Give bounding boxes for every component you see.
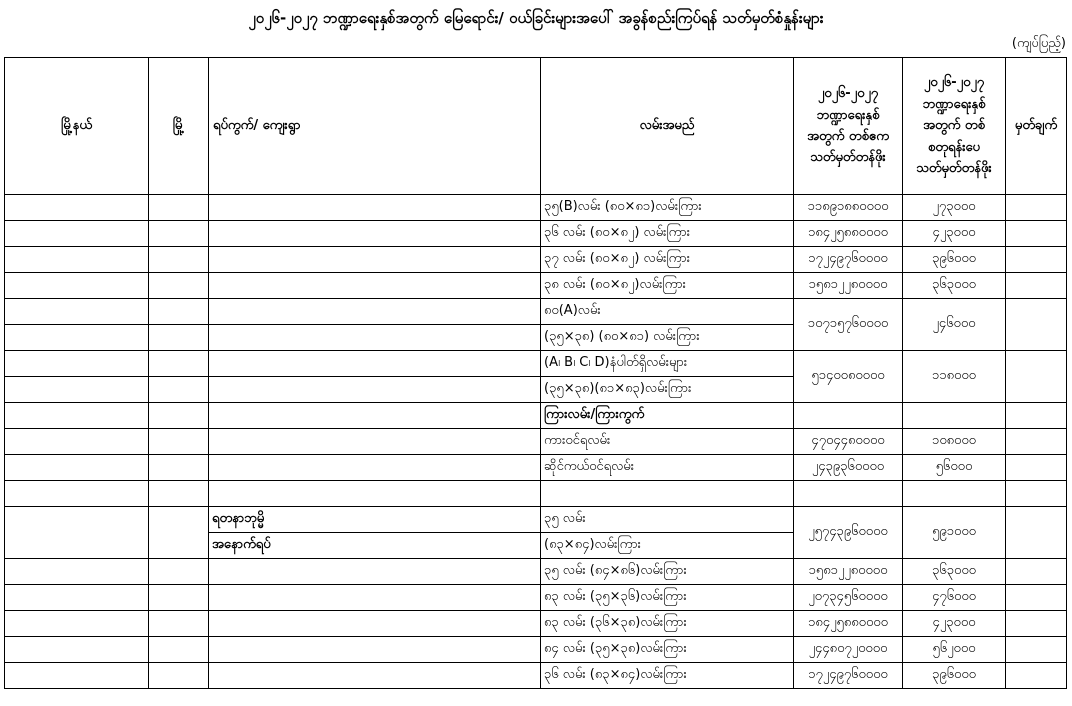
street-cell: ၃၈ လမ်း (၈၀×၈၂)လမ်းကြား (541, 273, 794, 299)
town-cell (149, 481, 209, 507)
street-cell: ကားဝင်ရလမ်း (541, 429, 794, 455)
ward-cell (209, 611, 541, 637)
street-cell: ၈၃ လမ်း (၃၅×၃၆)လမ်းကြား (541, 585, 794, 611)
township-cell (5, 247, 149, 273)
per-sqft-cell: ၅၆၂၀၀၀ (903, 637, 1006, 663)
table-row (5, 429, 1067, 455)
township-cell (5, 481, 149, 507)
remark-cell (1006, 559, 1067, 585)
table-row (5, 637, 1067, 663)
ward-cell: ရတနာဘုမ္မိ (209, 507, 541, 533)
township-cell (5, 507, 149, 559)
remark-cell (1006, 299, 1067, 351)
header-per-acre: ၂၀၂၆-၂၀၂၇ ဘဏ္ဍာရေးနှစ် အတွက် တစ်ဧက သတ်မှတ်တန်ဖိုး (794, 58, 903, 195)
town-cell (149, 325, 209, 351)
town-cell (149, 455, 209, 481)
per-acre-cell: ၁၅၈၁၂၂၈၀၀၀၀ (794, 273, 903, 299)
header-remark: မှတ်ချက် (1006, 58, 1067, 195)
street-cell: ၃၆ လမ်း (၈၀×၈၂) လမ်းကြား (541, 221, 794, 247)
ward-cell (209, 299, 541, 325)
per-sqft-cell: ၃၉၆၀၀၀ (903, 663, 1006, 689)
street-cell: ၃၅ လမ်း (၈၄×၈၆)လမ်းကြား (541, 559, 794, 585)
remark-cell (1006, 429, 1067, 455)
township-cell (5, 585, 149, 611)
town-cell (149, 429, 209, 455)
remark-cell (1006, 507, 1067, 559)
township-cell (5, 325, 149, 351)
town-cell (149, 585, 209, 611)
per-acre-cell: ၂၄၄၈၀၇၂၀၀၀၀ (794, 637, 903, 663)
table-row (5, 507, 1067, 533)
table-row (5, 611, 1067, 637)
street-cell: (၃၅×၃၈)(၈၁×၈၃)လမ်းကြား (541, 377, 794, 403)
table-row (5, 351, 1067, 377)
ward-cell (209, 377, 541, 403)
town-cell (149, 611, 209, 637)
ward-cell (209, 455, 541, 481)
town-cell (149, 663, 209, 689)
header-town: မြို့ (149, 58, 209, 195)
remark-cell (1006, 585, 1067, 611)
ward-cell (209, 559, 541, 585)
per-sqft-cell: ၂၄၆၀၀၀ (903, 299, 1006, 351)
header-per-sqft: ၂၀၂၆-၂၀၂၇ ဘဏ္ဍာရေးနှစ် အတွက် တစ်စတုရန်းပေ သတ်မှတ်တန်ဖိုး (903, 58, 1006, 195)
table-row (5, 663, 1067, 689)
remark-cell (1006, 663, 1067, 689)
per-acre-cell: ၂၀၇၃၄၅၆၀၀၀၀ (794, 585, 903, 611)
town-cell (149, 195, 209, 221)
remark-cell (1006, 351, 1067, 403)
per-acre-cell: ၂၅၇၄၃၉၆၀၀၀၀ (794, 507, 903, 559)
remark-cell (1006, 481, 1067, 507)
town-cell (149, 377, 209, 403)
per-acre-cell (794, 403, 903, 429)
township-cell (5, 637, 149, 663)
remark-cell (1006, 611, 1067, 637)
ward-cell (209, 481, 541, 507)
per-sqft-cell: ၁၀၈၀၀၀ (903, 429, 1006, 455)
ward-cell (209, 325, 541, 351)
per-sqft-cell: ၁၁၈၀၀၀ (903, 351, 1006, 403)
per-sqft-cell: ၃၆၃၀၀၀ (903, 559, 1006, 585)
township-cell (5, 403, 149, 429)
ward-cell: အနောက်ရပ် (209, 533, 541, 559)
street-cell: ဆိုင်ကယ်ဝင်ရလမ်း (541, 455, 794, 481)
ward-cell (209, 585, 541, 611)
header-street: လမ်းအမည် (541, 58, 794, 195)
ward-cell (209, 663, 541, 689)
street-cell: (၈၃×၈၄)လမ်းကြား (541, 533, 794, 559)
table-row (5, 481, 1067, 507)
remark-cell (1006, 403, 1067, 429)
per-acre-cell: ၁၀၇၁၅၇၆၀၀၀၀ (794, 299, 903, 351)
town-cell (149, 273, 209, 299)
township-cell (5, 377, 149, 403)
page-title: ၂၀၂၆-၂၀၂၇ ဘဏ္ဍာရေးနှစ်အတွက် မြေရောင်း/ ဝယ်ခြင်းများအပေါ် အခွန်စည်းကြပ်ရန် သတ်မှတ်စံနှုန်းများ (248, 9, 824, 27)
street-cell: ၃၅ လမ်း (541, 507, 794, 533)
per-acre-cell: ၂၄၃၉၃၆၀၀၀၀ (794, 455, 903, 481)
ward-cell (209, 351, 541, 377)
street-cell: ၈၄ လမ်း (၃၅×၃၈)လမ်းကြား (541, 637, 794, 663)
remark-cell (1006, 247, 1067, 273)
town-cell (149, 507, 209, 559)
table-row (5, 559, 1067, 585)
table-row (5, 585, 1067, 611)
per-acre-cell: ၁၇၂၄၉၇၆၀၀၀၀ (794, 663, 903, 689)
per-sqft-cell: ၄၇၆၀၀၀ (903, 585, 1006, 611)
town-cell (149, 299, 209, 325)
per-sqft-cell: ၅၉၁၀၀၀ (903, 507, 1006, 559)
street-cell: ကြားလမ်း/ကြားကွက် (541, 403, 794, 429)
per-acre-cell (794, 481, 903, 507)
per-acre-cell: ၁၈၄၂၅၈၈၀၀၀၀ (794, 221, 903, 247)
per-sqft-cell: ၃၉၆၀၀၀ (903, 247, 1006, 273)
township-cell (5, 221, 149, 247)
remark-cell (1006, 221, 1067, 247)
valuation-table (4, 57, 1067, 689)
table-row (5, 403, 1067, 429)
town-cell (149, 559, 209, 585)
unit-note: (ကျပ်ပြည့်) (1011, 36, 1066, 51)
ward-cell (209, 195, 541, 221)
header-township: မြို့နယ် (5, 58, 149, 195)
table-row (5, 221, 1067, 247)
per-acre-cell: ၁၈၄၂၅၈၈၀၀၀၀ (794, 611, 903, 637)
table-row (5, 299, 1067, 325)
per-acre-cell: ၅၁၄၀၀၈၀၀၀၀ (794, 351, 903, 403)
remark-cell (1006, 637, 1067, 663)
per-acre-cell: ၁၇၂၄၉၇၆၀၀၀၀ (794, 247, 903, 273)
ward-cell (209, 403, 541, 429)
per-acre-cell: ၁၁၈၉၁၈၈၀၀၀၀ (794, 195, 903, 221)
township-cell (5, 559, 149, 585)
per-sqft-cell (903, 403, 1006, 429)
township-cell (5, 299, 149, 325)
township-cell (5, 663, 149, 689)
remark-cell (1006, 273, 1067, 299)
per-sqft-cell (903, 481, 1006, 507)
town-cell (149, 247, 209, 273)
town-cell (149, 351, 209, 377)
table-row (5, 247, 1067, 273)
per-sqft-cell: ၄၂၃၀၀၀ (903, 221, 1006, 247)
per-sqft-cell: ၄၂၃၀၀၀ (903, 611, 1006, 637)
per-sqft-cell: ၃၆၃၀၀၀ (903, 273, 1006, 299)
table-header (5, 58, 1067, 195)
table-row (5, 455, 1067, 481)
township-cell (5, 195, 149, 221)
town-cell (149, 403, 209, 429)
township-cell (5, 273, 149, 299)
ward-cell (209, 429, 541, 455)
town-cell (149, 221, 209, 247)
table-body (5, 195, 1067, 689)
remark-cell (1006, 455, 1067, 481)
ward-cell (209, 247, 541, 273)
remark-cell (1006, 195, 1067, 221)
town-cell (149, 637, 209, 663)
street-cell: ၃၇ လမ်း (၈၀×၈၂) လမ်းကြား (541, 247, 794, 273)
township-cell (5, 611, 149, 637)
per-acre-cell: ၄၇၀၄၄၈၀၀၀၀ (794, 429, 903, 455)
per-acre-cell: ၁၅၈၁၂၂၈၀၀၀၀ (794, 559, 903, 585)
street-cell: (၃၅×၃၈) (၈၀×၈၁) လမ်းကြား (541, 325, 794, 351)
street-cell: ၈၀(A)လမ်း (541, 299, 794, 325)
table-row (5, 273, 1067, 299)
per-sqft-cell: ၅၆၀၀၀ (903, 455, 1006, 481)
township-cell (5, 429, 149, 455)
street-cell: ၈၃ လမ်း (၃၆×၃၈)လမ်းကြား (541, 611, 794, 637)
township-cell (5, 455, 149, 481)
street-cell: ၃၅(B)လမ်း (၈၀×၈၁)လမ်းကြား (541, 195, 794, 221)
header-ward: ရပ်ကွက်/ ကျေးရွာ (209, 58, 541, 195)
street-cell (541, 481, 794, 507)
ward-cell (209, 221, 541, 247)
street-cell: (A၊ B၊ C၊ D)နံပါတ်ရှိလမ်းများ (541, 351, 794, 377)
ward-cell (209, 273, 541, 299)
street-cell: ၃၆ လမ်း (၈၃×၈၄)လမ်းကြား (541, 663, 794, 689)
table-row (5, 195, 1067, 221)
ward-cell (209, 637, 541, 663)
per-sqft-cell: ၂၇၃၀၀၀ (903, 195, 1006, 221)
township-cell (5, 351, 149, 377)
